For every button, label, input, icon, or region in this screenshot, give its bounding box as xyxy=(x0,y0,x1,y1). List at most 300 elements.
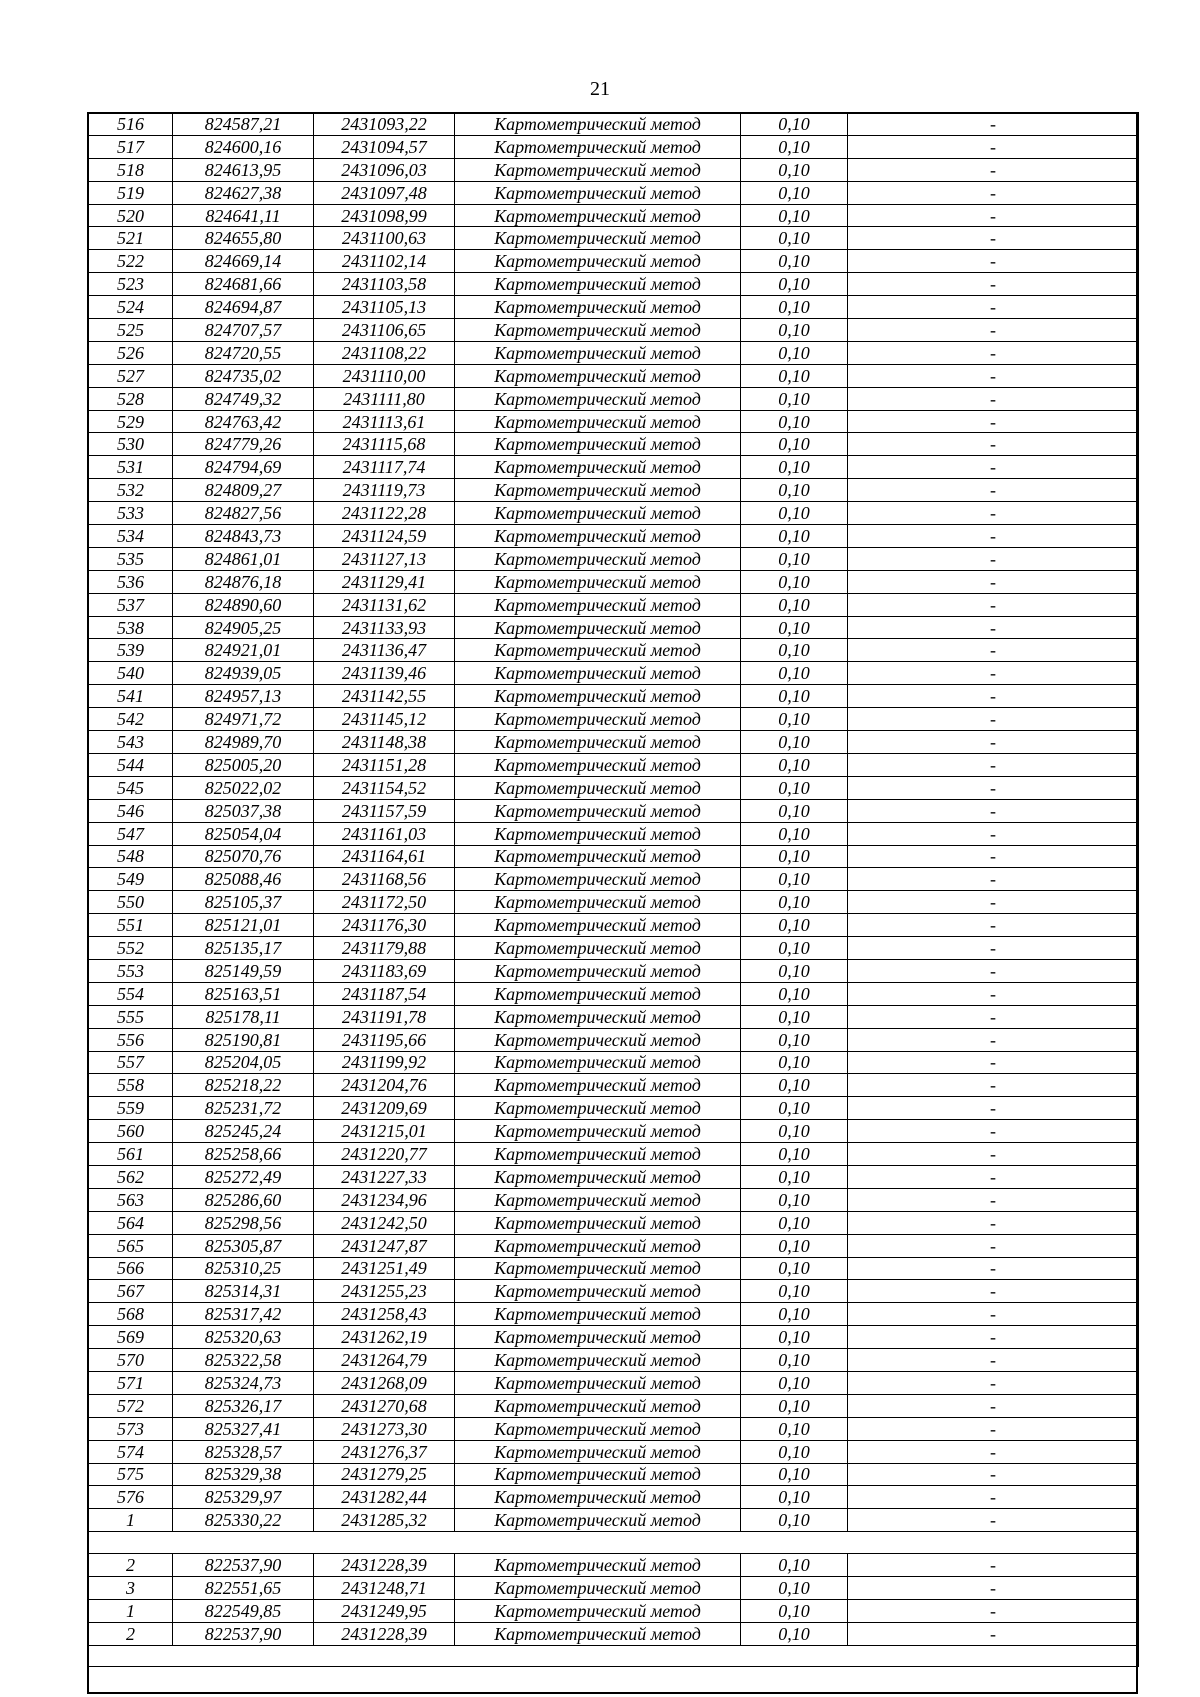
method-cell: Картометрический метод xyxy=(455,937,741,960)
table-row xyxy=(89,525,1139,548)
accuracy-cell: 0,10 xyxy=(741,1097,848,1120)
accuracy-cell: 0,10 xyxy=(741,1554,848,1577)
description-cell: - xyxy=(848,776,1139,799)
description-cell: - xyxy=(848,1051,1139,1074)
x-coordinate-cell: 824827,56 xyxy=(173,502,314,525)
method-cell: Картометрический метод xyxy=(455,891,741,914)
x-coordinate-cell: 824921,01 xyxy=(173,639,314,662)
x-coordinate-cell: 825310,25 xyxy=(173,1257,314,1280)
table-row xyxy=(89,868,1139,891)
y-coordinate-cell: 2431127,13 xyxy=(314,547,455,570)
y-coordinate-cell: 2431273,30 xyxy=(314,1417,455,1440)
y-coordinate-cell: 2431108,22 xyxy=(314,341,455,364)
y-coordinate-cell: 2431106,65 xyxy=(314,319,455,342)
x-coordinate-cell: 825204,05 xyxy=(173,1051,314,1074)
table-row xyxy=(89,364,1139,387)
point-number-cell: 2 xyxy=(89,1554,173,1577)
method-cell: Картометрический метод xyxy=(455,1417,741,1440)
y-coordinate-cell: 2431133,93 xyxy=(314,616,455,639)
description-cell: - xyxy=(848,685,1139,708)
x-coordinate-cell: 824763,42 xyxy=(173,410,314,433)
table-row xyxy=(89,1234,1139,1257)
description-cell: - xyxy=(848,1622,1139,1645)
accuracy-cell: 0,10 xyxy=(741,1371,848,1394)
point-number-cell: 543 xyxy=(89,731,173,754)
table-row xyxy=(89,1097,1139,1120)
table-row xyxy=(89,1028,1139,1051)
accuracy-cell: 0,10 xyxy=(741,1394,848,1417)
accuracy-cell: 0,10 xyxy=(741,708,848,731)
y-coordinate-cell: 2431220,77 xyxy=(314,1143,455,1166)
description-cell: - xyxy=(848,1165,1139,1188)
point-number-cell: 548 xyxy=(89,845,173,868)
x-coordinate-cell: 824843,73 xyxy=(173,525,314,548)
point-number-cell: 536 xyxy=(89,570,173,593)
point-number-cell: 539 xyxy=(89,639,173,662)
accuracy-cell: 0,10 xyxy=(741,158,848,181)
accuracy-cell: 0,10 xyxy=(741,753,848,776)
table-row xyxy=(89,1440,1139,1463)
table-row xyxy=(89,1326,1139,1349)
method-cell: Картометрический метод xyxy=(455,1509,741,1532)
x-coordinate-cell: 824876,18 xyxy=(173,570,314,593)
y-coordinate-cell: 2431122,28 xyxy=(314,502,455,525)
description-cell: - xyxy=(848,341,1139,364)
y-coordinate-cell: 2431282,44 xyxy=(314,1486,455,1509)
table-row xyxy=(89,1051,1139,1074)
point-number-cell: 524 xyxy=(89,296,173,319)
point-number-cell: 534 xyxy=(89,525,173,548)
point-number-cell: 519 xyxy=(89,181,173,204)
y-coordinate-cell: 2431093,22 xyxy=(314,113,455,136)
method-cell: Картометрический метод xyxy=(455,1554,741,1577)
point-number-cell: 557 xyxy=(89,1051,173,1074)
method-cell: Картометрический метод xyxy=(455,593,741,616)
method-cell: Картометрический метод xyxy=(455,731,741,754)
point-number-cell: 554 xyxy=(89,982,173,1005)
y-coordinate-cell: 2431249,95 xyxy=(314,1600,455,1623)
table-row xyxy=(89,1394,1139,1417)
x-coordinate-cell: 824957,13 xyxy=(173,685,314,708)
method-cell: Картометрический метод xyxy=(455,1188,741,1211)
blank-row xyxy=(89,1532,1139,1554)
description-cell: - xyxy=(848,982,1139,1005)
method-cell: Картометрический метод xyxy=(455,616,741,639)
table-row xyxy=(89,1463,1139,1486)
point-number-cell: 523 xyxy=(89,273,173,296)
y-coordinate-cell: 2431097,48 xyxy=(314,181,455,204)
accuracy-cell: 0,10 xyxy=(741,319,848,342)
point-number-cell: 525 xyxy=(89,319,173,342)
table-row xyxy=(89,708,1139,731)
table-end xyxy=(89,1645,1139,1666)
accuracy-cell: 0,10 xyxy=(741,1211,848,1234)
description-cell: - xyxy=(848,204,1139,227)
x-coordinate-cell: 825005,20 xyxy=(173,753,314,776)
description-cell: - xyxy=(848,181,1139,204)
y-coordinate-cell: 2431148,38 xyxy=(314,731,455,754)
method-cell: Картометрический метод xyxy=(455,1600,741,1623)
point-number-cell: 570 xyxy=(89,1349,173,1372)
description-cell: - xyxy=(848,1417,1139,1440)
point-number-cell: 544 xyxy=(89,753,173,776)
description-cell: - xyxy=(848,753,1139,776)
table-row xyxy=(89,1600,1139,1623)
method-cell: Картометрический метод xyxy=(455,1622,741,1645)
x-coordinate-cell: 825286,60 xyxy=(173,1188,314,1211)
method-cell: Картометрический метод xyxy=(455,502,741,525)
point-number-cell: 566 xyxy=(89,1257,173,1280)
y-coordinate-cell: 2431172,50 xyxy=(314,891,455,914)
accuracy-cell: 0,10 xyxy=(741,959,848,982)
description-cell: - xyxy=(848,1234,1139,1257)
table-row xyxy=(89,135,1139,158)
accuracy-cell: 0,10 xyxy=(741,227,848,250)
accuracy-cell: 0,10 xyxy=(741,982,848,1005)
table-row xyxy=(89,1120,1139,1143)
point-number-cell: 549 xyxy=(89,868,173,891)
y-coordinate-cell: 2431199,92 xyxy=(314,1051,455,1074)
description-cell: - xyxy=(848,937,1139,960)
table-separator xyxy=(89,1532,1139,1554)
method-cell: Картометрический метод xyxy=(455,204,741,227)
method-cell: Картометрический метод xyxy=(455,341,741,364)
method-cell: Картометрический метод xyxy=(455,1303,741,1326)
description-cell: - xyxy=(848,1074,1139,1097)
accuracy-cell: 0,10 xyxy=(741,1074,848,1097)
y-coordinate-cell: 2431227,33 xyxy=(314,1165,455,1188)
accuracy-cell: 0,10 xyxy=(741,868,848,891)
description-cell: - xyxy=(848,227,1139,250)
point-number-cell: 567 xyxy=(89,1280,173,1303)
point-number-cell: 565 xyxy=(89,1234,173,1257)
table-row xyxy=(89,891,1139,914)
accuracy-cell: 0,10 xyxy=(741,1600,848,1623)
y-coordinate-cell: 2431209,69 xyxy=(314,1097,455,1120)
description-cell: - xyxy=(848,570,1139,593)
method-cell: Картометрический метод xyxy=(455,181,741,204)
accuracy-cell: 0,10 xyxy=(741,250,848,273)
method-cell: Картометрический метод xyxy=(455,525,741,548)
description-cell: - xyxy=(848,1188,1139,1211)
table-row xyxy=(89,1622,1139,1645)
x-coordinate-cell: 825231,72 xyxy=(173,1097,314,1120)
point-number-cell: 573 xyxy=(89,1417,173,1440)
x-coordinate-cell: 825135,17 xyxy=(173,937,314,960)
description-cell: - xyxy=(848,250,1139,273)
method-cell: Картометрический метод xyxy=(455,227,741,250)
table-row xyxy=(89,753,1139,776)
x-coordinate-cell: 824694,87 xyxy=(173,296,314,319)
method-cell: Картометрический метод xyxy=(455,273,741,296)
y-coordinate-cell: 2431105,13 xyxy=(314,296,455,319)
accuracy-cell: 0,10 xyxy=(741,731,848,754)
x-coordinate-cell: 824905,25 xyxy=(173,616,314,639)
point-number-cell: 575 xyxy=(89,1463,173,1486)
description-cell: - xyxy=(848,158,1139,181)
point-number-cell: 3 xyxy=(89,1577,173,1600)
table-body-main xyxy=(89,113,1139,1532)
x-coordinate-cell: 825037,38 xyxy=(173,799,314,822)
accuracy-cell: 0,10 xyxy=(741,410,848,433)
y-coordinate-cell: 2431247,87 xyxy=(314,1234,455,1257)
x-coordinate-cell: 824939,05 xyxy=(173,662,314,685)
y-coordinate-cell: 2431098,99 xyxy=(314,204,455,227)
page-number: 21 xyxy=(590,78,610,100)
accuracy-cell: 0,10 xyxy=(741,1349,848,1372)
x-coordinate-cell: 825258,66 xyxy=(173,1143,314,1166)
x-coordinate-cell: 822537,90 xyxy=(173,1622,314,1645)
description-cell: - xyxy=(848,410,1139,433)
x-coordinate-cell: 825326,17 xyxy=(173,1394,314,1417)
method-cell: Картометрический метод xyxy=(455,1577,741,1600)
y-coordinate-cell: 2431139,46 xyxy=(314,662,455,685)
y-coordinate-cell: 2431124,59 xyxy=(314,525,455,548)
table-row xyxy=(89,1577,1139,1600)
x-coordinate-cell: 822549,85 xyxy=(173,1600,314,1623)
method-cell: Картометрический метод xyxy=(455,1280,741,1303)
table-row xyxy=(89,1165,1139,1188)
method-cell: Картометрический метод xyxy=(455,1165,741,1188)
point-number-cell: 1 xyxy=(89,1600,173,1623)
table-row xyxy=(89,456,1139,479)
point-number-cell: 545 xyxy=(89,776,173,799)
description-cell: - xyxy=(848,547,1139,570)
accuracy-cell: 0,10 xyxy=(741,1417,848,1440)
method-cell: Картометрический метод xyxy=(455,364,741,387)
point-number-cell: 518 xyxy=(89,158,173,181)
table-row xyxy=(89,1554,1139,1577)
point-number-cell: 522 xyxy=(89,250,173,273)
table-row xyxy=(89,410,1139,433)
point-number-cell: 532 xyxy=(89,479,173,502)
y-coordinate-cell: 2431264,79 xyxy=(314,1349,455,1372)
accuracy-cell: 0,10 xyxy=(741,662,848,685)
x-coordinate-cell: 825322,58 xyxy=(173,1349,314,1372)
description-cell: - xyxy=(848,1097,1139,1120)
accuracy-cell: 0,10 xyxy=(741,1622,848,1645)
accuracy-cell: 0,10 xyxy=(741,273,848,296)
y-coordinate-cell: 2431157,59 xyxy=(314,799,455,822)
point-number-cell: 516 xyxy=(89,113,173,136)
description-cell: - xyxy=(848,914,1139,937)
point-number-cell: 562 xyxy=(89,1165,173,1188)
accuracy-cell: 0,10 xyxy=(741,341,848,364)
table-row xyxy=(89,433,1139,456)
point-number-cell: 1 xyxy=(89,1509,173,1532)
method-cell: Картометрический метод xyxy=(455,1143,741,1166)
method-cell: Картометрический метод xyxy=(455,1028,741,1051)
y-coordinate-cell: 2431248,71 xyxy=(314,1577,455,1600)
point-number-cell: 568 xyxy=(89,1303,173,1326)
accuracy-cell: 0,10 xyxy=(741,502,848,525)
accuracy-cell: 0,10 xyxy=(741,937,848,960)
description-cell: - xyxy=(848,1509,1139,1532)
table-row xyxy=(89,982,1139,1005)
description-cell: - xyxy=(848,891,1139,914)
method-cell: Картометрический метод xyxy=(455,1074,741,1097)
y-coordinate-cell: 2431195,66 xyxy=(314,1028,455,1051)
table-row xyxy=(89,227,1139,250)
accuracy-cell: 0,10 xyxy=(741,387,848,410)
y-coordinate-cell: 2431131,62 xyxy=(314,593,455,616)
y-coordinate-cell: 2431111,80 xyxy=(314,387,455,410)
point-number-cell: 546 xyxy=(89,799,173,822)
table-row xyxy=(89,1417,1139,1440)
x-coordinate-cell: 824655,80 xyxy=(173,227,314,250)
description-cell: - xyxy=(848,135,1139,158)
y-coordinate-cell: 2431142,55 xyxy=(314,685,455,708)
point-number-cell: 529 xyxy=(89,410,173,433)
table-row xyxy=(89,341,1139,364)
table-row xyxy=(89,1143,1139,1166)
x-coordinate-cell: 825105,37 xyxy=(173,891,314,914)
point-number-cell: 541 xyxy=(89,685,173,708)
y-coordinate-cell: 2431183,69 xyxy=(314,959,455,982)
table-row xyxy=(89,1486,1139,1509)
point-number-cell: 556 xyxy=(89,1028,173,1051)
accuracy-cell: 0,10 xyxy=(741,113,848,136)
description-cell: - xyxy=(848,502,1139,525)
accuracy-cell: 0,10 xyxy=(741,1257,848,1280)
y-coordinate-cell: 2431251,49 xyxy=(314,1257,455,1280)
point-number-cell: 531 xyxy=(89,456,173,479)
accuracy-cell: 0,10 xyxy=(741,799,848,822)
point-number-cell: 572 xyxy=(89,1394,173,1417)
y-coordinate-cell: 2431228,39 xyxy=(314,1554,455,1577)
point-number-cell: 550 xyxy=(89,891,173,914)
x-coordinate-cell: 825298,56 xyxy=(173,1211,314,1234)
table-row xyxy=(89,502,1139,525)
table-row xyxy=(89,845,1139,868)
description-cell: - xyxy=(848,1211,1139,1234)
point-number-cell: 521 xyxy=(89,227,173,250)
accuracy-cell: 0,10 xyxy=(741,685,848,708)
method-cell: Картометрический метод xyxy=(455,982,741,1005)
table-row xyxy=(89,937,1139,960)
x-coordinate-cell: 825245,24 xyxy=(173,1120,314,1143)
accuracy-cell: 0,10 xyxy=(741,1486,848,1509)
method-cell: Картометрический метод xyxy=(455,1440,741,1463)
x-coordinate-cell: 825329,97 xyxy=(173,1486,314,1509)
accuracy-cell: 0,10 xyxy=(741,1051,848,1074)
x-coordinate-cell: 825218,22 xyxy=(173,1074,314,1097)
x-coordinate-cell: 824587,21 xyxy=(173,113,314,136)
x-coordinate-cell: 825272,49 xyxy=(173,1165,314,1188)
description-cell: - xyxy=(848,868,1139,891)
accuracy-cell: 0,10 xyxy=(741,1005,848,1028)
method-cell: Картометрический метод xyxy=(455,1051,741,1074)
point-number-cell: 528 xyxy=(89,387,173,410)
table-row xyxy=(89,1280,1139,1303)
method-cell: Картометрический метод xyxy=(455,1371,741,1394)
table-row xyxy=(89,959,1139,982)
accuracy-cell: 0,10 xyxy=(741,1234,848,1257)
y-coordinate-cell: 2431094,57 xyxy=(314,135,455,158)
point-number-cell: 537 xyxy=(89,593,173,616)
table-row xyxy=(89,387,1139,410)
accuracy-cell: 0,10 xyxy=(741,1280,848,1303)
point-number-cell: 520 xyxy=(89,204,173,227)
accuracy-cell: 0,10 xyxy=(741,1577,848,1600)
x-coordinate-cell: 824779,26 xyxy=(173,433,314,456)
table-row xyxy=(89,662,1139,685)
coordinates-table xyxy=(88,112,1139,1667)
table-row xyxy=(89,822,1139,845)
accuracy-cell: 0,10 xyxy=(741,639,848,662)
point-number-cell: 527 xyxy=(89,364,173,387)
accuracy-cell: 0,10 xyxy=(741,1326,848,1349)
point-number-cell: 571 xyxy=(89,1371,173,1394)
accuracy-cell: 0,10 xyxy=(741,181,848,204)
description-cell: - xyxy=(848,1326,1139,1349)
point-number-cell: 559 xyxy=(89,1097,173,1120)
y-coordinate-cell: 2431268,09 xyxy=(314,1371,455,1394)
table-row xyxy=(89,731,1139,754)
x-coordinate-cell: 822551,65 xyxy=(173,1577,314,1600)
x-coordinate-cell: 825328,57 xyxy=(173,1440,314,1463)
method-cell: Картометрический метод xyxy=(455,914,741,937)
x-coordinate-cell: 825088,46 xyxy=(173,868,314,891)
accuracy-cell: 0,10 xyxy=(741,1463,848,1486)
point-number-cell: 576 xyxy=(89,1486,173,1509)
x-coordinate-cell: 824794,69 xyxy=(173,456,314,479)
table-row xyxy=(89,616,1139,639)
description-cell: - xyxy=(848,639,1139,662)
description-cell: - xyxy=(848,1600,1139,1623)
table-row xyxy=(89,1211,1139,1234)
point-number-cell: 2 xyxy=(89,1622,173,1645)
method-cell: Картометрический метод xyxy=(455,1326,741,1349)
point-number-cell: 563 xyxy=(89,1188,173,1211)
description-cell: - xyxy=(848,319,1139,342)
point-number-cell: 538 xyxy=(89,616,173,639)
accuracy-cell: 0,10 xyxy=(741,547,848,570)
method-cell: Картометрический метод xyxy=(455,1097,741,1120)
description-cell: - xyxy=(848,433,1139,456)
method-cell: Картометрический метод xyxy=(455,1349,741,1372)
x-coordinate-cell: 825330,22 xyxy=(173,1509,314,1532)
method-cell: Картометрический метод xyxy=(455,845,741,868)
y-coordinate-cell: 2431113,61 xyxy=(314,410,455,433)
method-cell: Картометрический метод xyxy=(455,1120,741,1143)
x-coordinate-cell: 824749,32 xyxy=(173,387,314,410)
y-coordinate-cell: 2431234,96 xyxy=(314,1188,455,1211)
table-row xyxy=(89,250,1139,273)
y-coordinate-cell: 2431161,03 xyxy=(314,822,455,845)
y-coordinate-cell: 2431102,14 xyxy=(314,250,455,273)
table-row xyxy=(89,593,1139,616)
point-number-cell: 526 xyxy=(89,341,173,364)
accuracy-cell: 0,10 xyxy=(741,364,848,387)
x-coordinate-cell: 824735,02 xyxy=(173,364,314,387)
table-row xyxy=(89,547,1139,570)
table-row xyxy=(89,570,1139,593)
description-cell: - xyxy=(848,364,1139,387)
x-coordinate-cell: 824861,01 xyxy=(173,547,314,570)
y-coordinate-cell: 2431204,76 xyxy=(314,1074,455,1097)
method-cell: Картометрический метод xyxy=(455,662,741,685)
point-number-cell: 540 xyxy=(89,662,173,685)
accuracy-cell: 0,10 xyxy=(741,1303,848,1326)
accuracy-cell: 0,10 xyxy=(741,479,848,502)
table-row xyxy=(89,639,1139,662)
table-row xyxy=(89,1349,1139,1372)
accuracy-cell: 0,10 xyxy=(741,822,848,845)
table-row xyxy=(89,914,1139,937)
y-coordinate-cell: 2431168,56 xyxy=(314,868,455,891)
table-row xyxy=(89,1005,1139,1028)
